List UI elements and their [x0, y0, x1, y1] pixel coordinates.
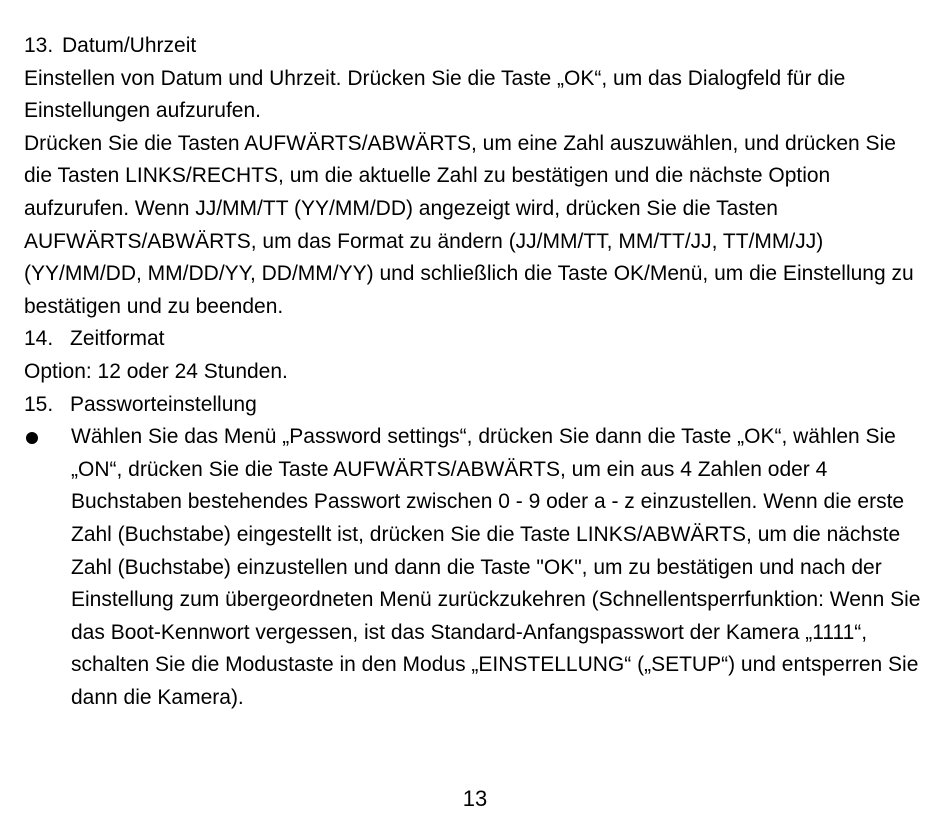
bullet-icon	[26, 432, 38, 444]
section-13-paragraph-2: Drücken Sie die Tasten AUFWÄRTS/ABWÄRTS, um eine Zahl auszuwählen, und drücken Sie die Tasten LINKS/RECHTS, um die aktuelle Zahl zu bestätigen und die nächste Option aufzurufen. Wenn JJ/MM/TT (YY/MM/DD) angezeigt wird, drücken Sie die Tasten AUFWÄRTS/ABWÄRTS, um das Format zu ändern (JJ/MM/TT, MM/TT/JJ, TT/MM/JJ) (YY/MM/DD, MM/DD/YY, DD/MM/YY) und schließlich die Taste OK/Menü, um die Einstellung zu bestätigen und zu beenden.	[24, 131, 914, 318]
page-number: 13	[462, 786, 488, 811]
section-14-title: Zeitformat	[70, 327, 165, 351]
section-13-heading	[24, 30, 929, 63]
section-15-bullet-text: Wählen Sie das Menü „Password settings“, drücken Sie dann die Taste „OK“, wählen Sie „ON“, drücken Sie die Taste AUFWÄRTS/ABWÄRTS, um ein aus 4 Zahlen oder 4 Buchstaben bestehendes Passwort zwischen 0 - 9 oder a - z einzustellen. Wenn die erste Zahl (Buchstabe) eingestellt ist, drücken Sie die Taste LINKS/ABWÄRTS, um die nächste Zahl (Buchstabe) einzustellen und dann die Taste "OK", um zu bestätigen und nach der Einstellung zum übergeordneten Menü zurückzukehren (Schnellentsperrfunktion: Wenn Sie das Boot-Kennwort vergessen, ist das Standard-Anfangspasswort der Kamera „1111“, schalten Sie die Modustaste in den Modus „EINSTELLUNG“ („SETUP“) und entsperren Sie dann die Kamera).	[71, 425, 921, 709]
section-13-paragraph-1: Einstellen von Datum und Uhrzeit. Drücken Sie die Taste „OK“, um das Dialogfeld für die Einstellungen aufzurufen.	[24, 66, 846, 123]
section-15-title: Passworteinstellung	[70, 392, 257, 416]
section-15-number: 15.	[24, 392, 54, 416]
section-13-number: 13.	[24, 34, 54, 57]
section-14-heading	[24, 323, 929, 356]
section-13-title: Datum/Uhrzeit	[62, 34, 197, 57]
page-content	[24, 30, 929, 714]
section-15-heading	[24, 389, 929, 422]
section-14-paragraph: Option: 12 oder 24 Stunden.	[24, 359, 288, 383]
section-15-bullet-item	[24, 421, 929, 714]
section-14-number: 14.	[24, 327, 54, 351]
